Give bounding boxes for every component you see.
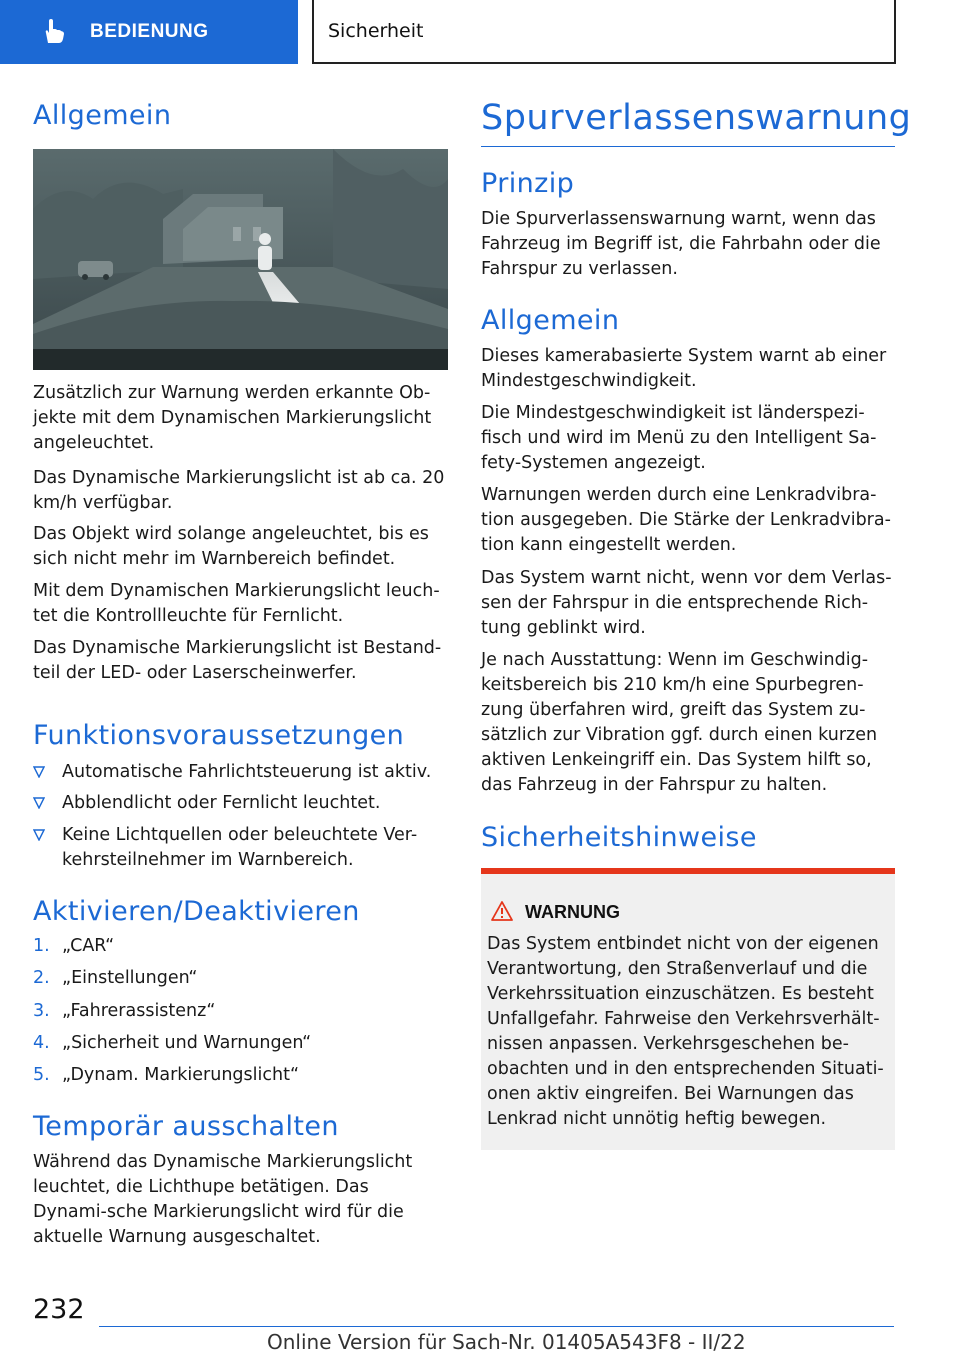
triangle-bullet-icon xyxy=(33,797,45,809)
list-item: Automatische Fahrlichtsteuerung ist aktiv. xyxy=(33,760,448,785)
paragraph: Das Dynamische Markierungslicht ist Bestand-teil der LED- oder Laserscheinwerfer. xyxy=(33,638,442,683)
list-item: Keine Lichtquellen oder beleuchtete Ver-kehrsteilnehmer im Warnbereich. xyxy=(33,823,448,873)
warning-triangle-icon xyxy=(490,900,514,922)
list-item: Abblendlicht oder Fernlicht leuchtet. xyxy=(33,791,448,816)
funktionsvoraussetzungen-heading: Funktionsvoraussetzungen xyxy=(33,720,405,751)
footer-divider xyxy=(99,1326,894,1327)
triangle-bullet-icon xyxy=(33,829,45,841)
warning-text: Das System entbindet nicht von der eigenen Verantwortung, den Straßenverlauf und die Verkehrssituation einzuschätzen. Es besteht Unfallgefahr. Fahrweise den Verkehrsverhält-nissen anpassen. Verkehrsgeschehen be-obachten und in den entsprechenden Situati-onen aktiv eingreifen. Bei Warnungen das Lenkrad nicht unnötig heftig bewegen. xyxy=(487,934,884,1129)
page-title: Spurverlassenswarnung xyxy=(481,98,912,138)
paragraph: Während das Dynamische Markierungslicht leuchtet, die Lichthupe betätigen. Das Dynami-sche Markierungslicht wird für die aktuelle Warnung ausgeschaltet. xyxy=(33,1152,413,1247)
paragraph: Warnungen werden durch eine Lenkradvibra-tion ausgegeben. Die Stärke der Lenkradvibra-tion kann eingestellt werden. xyxy=(481,485,891,555)
paragraph: Das Dynamische Markierungslicht ist ab ca. 20 km/h verfügbar. xyxy=(33,468,445,513)
paragraph: Das System warnt nicht, wenn vor dem Verlas-sen der Fahrspur in die entsprechende Rich-tung geblinkt wird. xyxy=(481,568,892,638)
section-tab[interactable] xyxy=(0,0,298,64)
warning-box xyxy=(481,868,895,1150)
allgemein-heading-right: Allgemein xyxy=(481,305,620,336)
paragraph: Die Mindestgeschwindigkeit ist länderspezi-fisch und wird im Menü zu den Intelligent Sa-fety-Systemen angezeigt. xyxy=(481,403,877,473)
aktivieren-heading: Aktivieren/Deaktivieren xyxy=(33,896,360,927)
paragraph: Je nach Ausstattung: Wenn im Geschwindig-keitsbereich bis 210 km/h eine Spurbegren-zung überfahren wird, greift das System zu-sätzlich zur Vibration ggf. durch einen kurzen aktiven Lenkeingriff ein. Das System hilft so, das Fahrzeug in der Fahrspur zu halten. xyxy=(481,650,878,795)
allgemein-heading: Allgemein xyxy=(33,100,172,131)
paragraph: Das Objekt wird solange angeleuchtet, bis es sich nicht mehr im Warnbereich befindet. xyxy=(33,524,429,569)
paragraph: Zusätzlich zur Warnung werden erkannte Ob-jekte mit dem Dynamischen Markierungslicht angeleuchtet. xyxy=(33,383,432,453)
page-number: 232 xyxy=(33,1294,85,1325)
paragraph: Mit dem Dynamischen Markierungslicht leuch-tet die Kontrollleuchte für Fernlicht. xyxy=(33,581,440,626)
prinzip-heading: Prinzip xyxy=(481,168,575,199)
title-divider xyxy=(481,146,895,147)
paragraph: Dieses kamerabasierte System warnt ab einer Mindestgeschwindigkeit. xyxy=(481,346,887,391)
paragraph: Die Spurverlassenswarnung warnt, wenn das Fahrzeug im Begriff ist, die Fahrbahn oder die Fahrspur zu verlassen. xyxy=(481,209,881,279)
warning-title: WARNUNG xyxy=(525,902,620,922)
chapter-label: Sicherheit xyxy=(328,20,424,42)
temporaer-heading: Temporär ausschalten xyxy=(33,1111,339,1142)
section-label: BEDIENUNG xyxy=(90,21,209,42)
dynamic-marking-light-illustration xyxy=(33,149,448,370)
sicherheitshinweise-heading: Sicherheitshinweise xyxy=(481,822,757,853)
hand-pointer-icon xyxy=(38,17,68,47)
triangle-bullet-icon xyxy=(33,766,45,778)
footer-online-version: Online Version für Sach-Nr. 01405A543F8 - II/22 xyxy=(267,1330,746,1354)
chapter-header xyxy=(312,0,896,64)
